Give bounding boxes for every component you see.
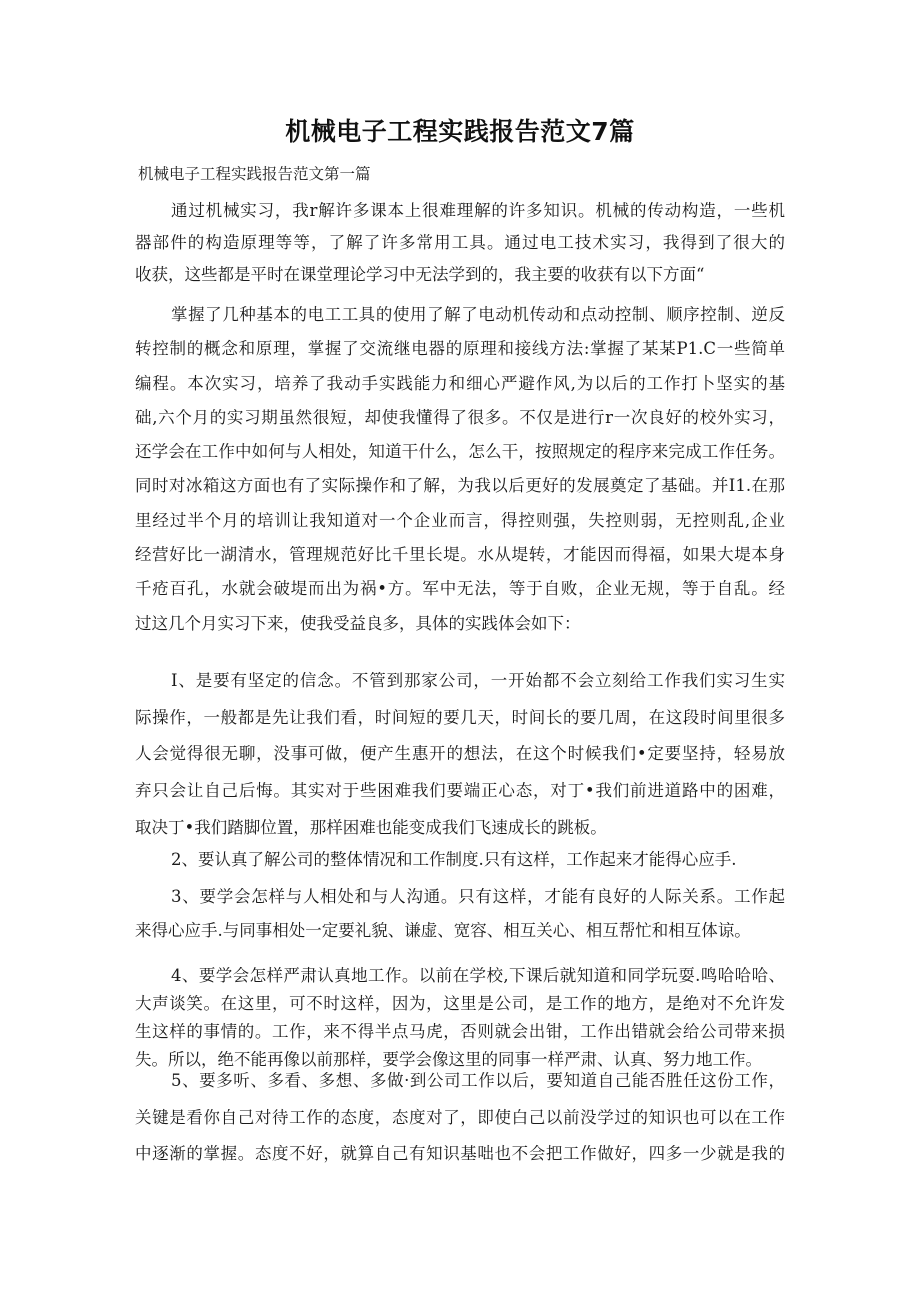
paragraph-point-5 (135, 1063, 785, 1173)
text-line: 取决丁•我们踏脚位置，那样困难也能变成我们飞速成长的跳板。 (135, 817, 607, 837)
paragraph-point-2 (135, 843, 785, 877)
document-title: 机械电子工程实践报告范文7篇 (285, 117, 635, 146)
text-line: 大声谈笑。在这里，可不时这样，因为，这里是公司，是工作的地方，是绝对不允许发 (135, 994, 785, 1013)
paragraph-point-3 (135, 880, 785, 948)
text-line: 际操作，一般都是先让我们看，时间短的要几天，时间长的要几周，在这段时间里很多 (135, 707, 785, 727)
text-line: 通过机械实习，我r解许多课本上很难理解的许多知识。机械的传动构造，一些机 (171, 201, 785, 220)
text-line: 同时对冰箱这方面也有了实际操作和了解，为我以后更好的发展奠定了基础。并I1.在那 (135, 476, 785, 496)
text-line: 转控制的概念和原理，掌握了交流继电器的原理和接线方法:掌握了某某P1.C一些简单 (135, 339, 785, 359)
paragraph-point-4 (135, 962, 785, 1074)
text-line: 人会觉得很无聊，没事可做，便产生惠开的想法，在这个时候我们•定要坚持，轻易放 (135, 744, 785, 764)
paragraph-skills (135, 298, 785, 641)
text-line: 中逐渐的掌握。态度不好，就算自己有知识基咄也不会把工作做好，四多一少就是我的 (135, 1144, 785, 1164)
section-heading: 机械电子工程实践报告范文第一篇 (138, 165, 371, 183)
text-line: 关键是看你自己对待工作的态度，态度对了，即使白己以前没学过的知识也可以在工作 (135, 1107, 785, 1127)
text-line: 编程。本次实习，培养了我动手实践能力和细心严避作风,为以后的工作打卜坚实的基 (135, 373, 785, 393)
paragraph-intro (135, 195, 785, 291)
text-line: 经营好比一湖清水，管理规范好比千里长堤。水从堤转，才能因而得福，如果大堤本身 (135, 545, 785, 565)
text-line: 2、要认真了解公司的整体情况和工作制度.只有这样，工作起来才能得心应手. (171, 850, 737, 869)
text-line: 还学会在工作中如何与人相处，知道干什么，怎么干，按照规定的程序来完成工作任务。 (135, 442, 785, 462)
text-line: 收获，这些都是平时在课堂理论学习中无法学到的，我主要的收获有以下方面“ (135, 265, 705, 284)
text-line: 千疮百孔，水就会破堤而出为祸•方。军中无法，等于自败，企业无规，等于自乱。经 (135, 579, 785, 599)
text-line: 弃只会让自己后悔。其实对于些困难我们要端正心态，对丁•我们前进道路中的困难， (135, 781, 785, 801)
text-line: 5、要多听、多看、多想、多做·到公司工作以后，要知道自己能否胜任这份工作， (171, 1071, 785, 1090)
text-line: 器部件的构造原理等等，了解了许多常用工具。通过电工技术实习，我得到了很大的 (135, 233, 785, 252)
text-line: 失。所以，绝不能再像以前那样，要学会像这里的同事一样严肃、认真、努力地工作。 (135, 1050, 762, 1069)
text-line: 4、要学会怎样严肃认真地工作。以前在学校,下课后就知道和同学玩耍.鸣哈哈哈、 (171, 966, 785, 985)
text-line: 生这样的事情的。工作，来不得半点马虎，否则就会出钳，工作出错就会给公司带来损 (135, 1022, 785, 1041)
paragraph-point-1 (135, 663, 785, 846)
text-line: 来得心应手.与同事相处一定要礼貌、谦虚、宽容、相互关心、相互帮忙和相互体谅。 (135, 921, 751, 940)
text-line: 掌握了几种基本的电工工具的使用了解了电动机传动和点动控制、顺序控制、逆反 (171, 305, 785, 324)
text-line: I、是要有坚定的信念。不管到那家公司，一开始都不会立刻给工作我们实习生实 (171, 671, 785, 690)
text-line: 里经过半个月的培训让我知道对一个企业而言，得控则强，失控则弱，无控则乱,企业 (135, 510, 785, 530)
text-line: 础,六个月的实习期虽然很短，却使我懂得了很多。不仅是进行r一次良好的校外实习， (135, 407, 785, 427)
text-line: 3、要学会怎样与人相处和与人沟通。只有这样，才能有良好的人际关系。工作起 (171, 887, 785, 906)
text-line: 过这几个月实习下来，使我受益良多，具体的实践体会如下： (135, 613, 581, 633)
